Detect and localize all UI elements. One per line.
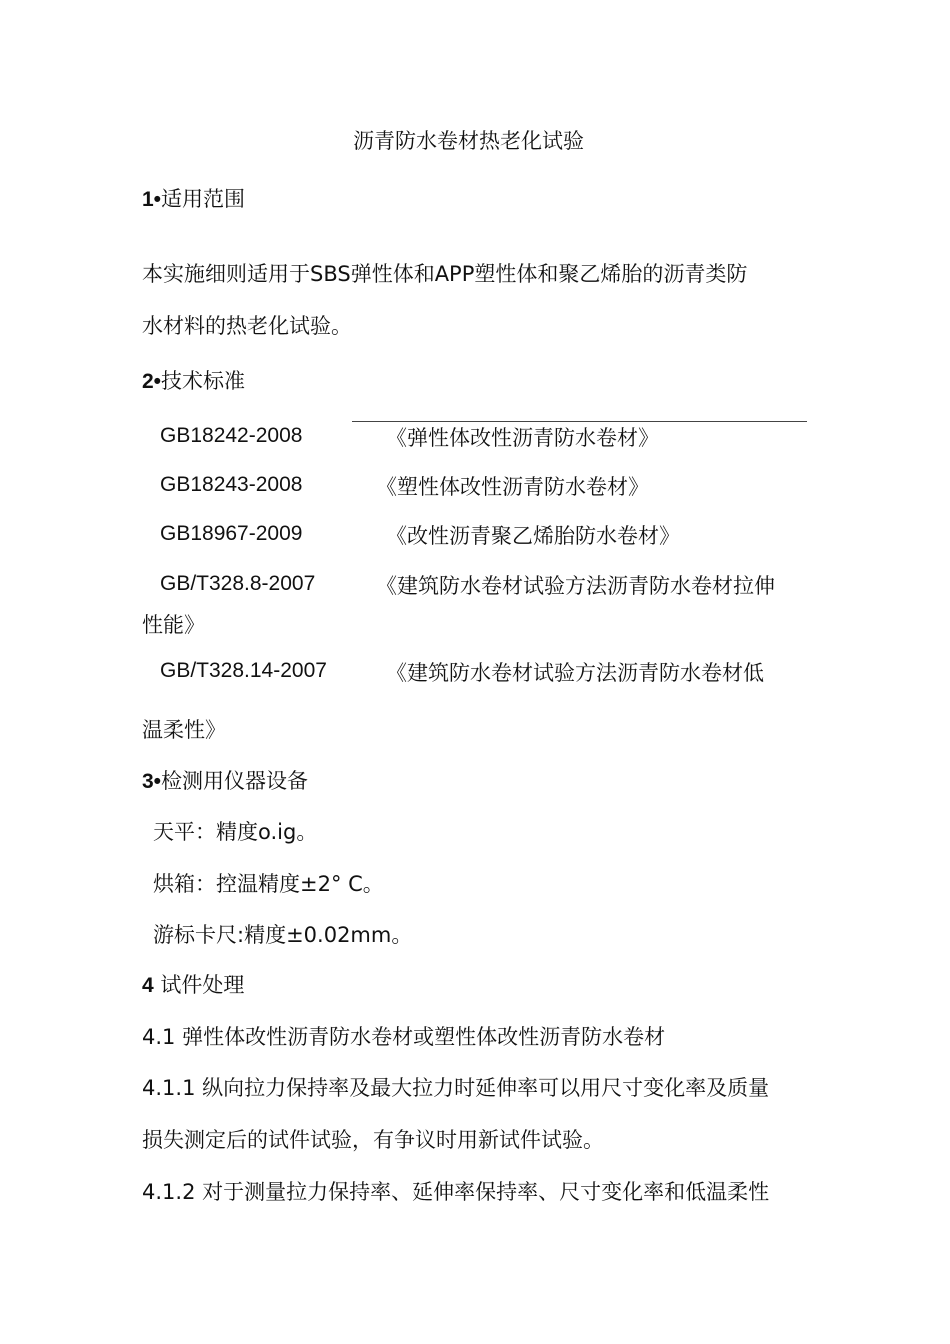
section-1-number: 1•	[142, 188, 162, 211]
section-3-heading	[142, 768, 308, 795]
equipment-item: 烘箱：控温精度±2° C。	[153, 872, 384, 896]
section-2-number: 2•	[142, 370, 162, 393]
section-4-number: 4	[142, 974, 154, 997]
section-4-title: 试件处理	[160, 973, 245, 997]
standard-name: 《塑性体改性沥青防水卷材》	[376, 475, 649, 499]
header-rule	[352, 421, 807, 422]
standard-name: 《弹性体改性沥青防水卷材》	[386, 426, 659, 450]
section-1-body-line-1: 本实施细则适用于SBS弹性体和APP塑性体和聚乙烯胎的沥青类防	[142, 262, 748, 286]
standard-code: GB/T328.8-2007	[160, 572, 316, 595]
section-1-body-line-2: 水材料的热老化试验。	[142, 314, 352, 338]
section-2-heading	[142, 368, 245, 395]
section-2-title: 技术标准	[161, 369, 246, 393]
standard-name: 《建筑防水卷材试验方法沥青防水卷材低	[386, 661, 764, 685]
standard-code: GB/T328.14-2007	[160, 659, 327, 682]
standard-name-continued: 性能》	[142, 613, 205, 637]
section-3-number: 3•	[142, 770, 162, 793]
section-1-title: 适用范围	[161, 187, 246, 211]
subsection-4-1-1-line-1: 4.1.1 纵向拉力保持率及最大拉力时延伸率可以用尺寸变化率及质量	[142, 1076, 770, 1100]
subsection-4-1: 4.1 弹性体改性沥青防水卷材或塑性体改性沥青防水卷材	[142, 1025, 666, 1049]
subsection-4-1-1-line-2: 损失测定后的试件试验，有争议时用新试件试验。	[142, 1128, 604, 1152]
standard-name-continued: 温柔性》	[142, 718, 226, 742]
standard-code: GB18242-2008	[160, 424, 303, 447]
standard-code: GB18967-2009	[160, 522, 303, 545]
document-title: 沥青防水卷材热老化试验	[353, 129, 584, 153]
standard-code: GB18243-2008	[160, 473, 303, 496]
equipment-item: 天平：精度o.ig。	[153, 820, 318, 844]
equipment-item: 游标卡尺:精度±0.02mm。	[153, 923, 413, 947]
subsection-4-1-2-line-1: 4.1.2 对于测量拉力保持率、延伸率保持率、尺寸变化率和低温柔性	[142, 1180, 770, 1204]
section-4-heading	[142, 972, 244, 999]
standard-name: 《建筑防水卷材试验方法沥青防水卷材拉伸	[376, 574, 775, 598]
section-1-heading	[142, 186, 245, 213]
standard-name: 《改性沥青聚乙烯胎防水卷材》	[386, 524, 680, 548]
section-3-title: 检测用仪器设备	[161, 769, 309, 793]
